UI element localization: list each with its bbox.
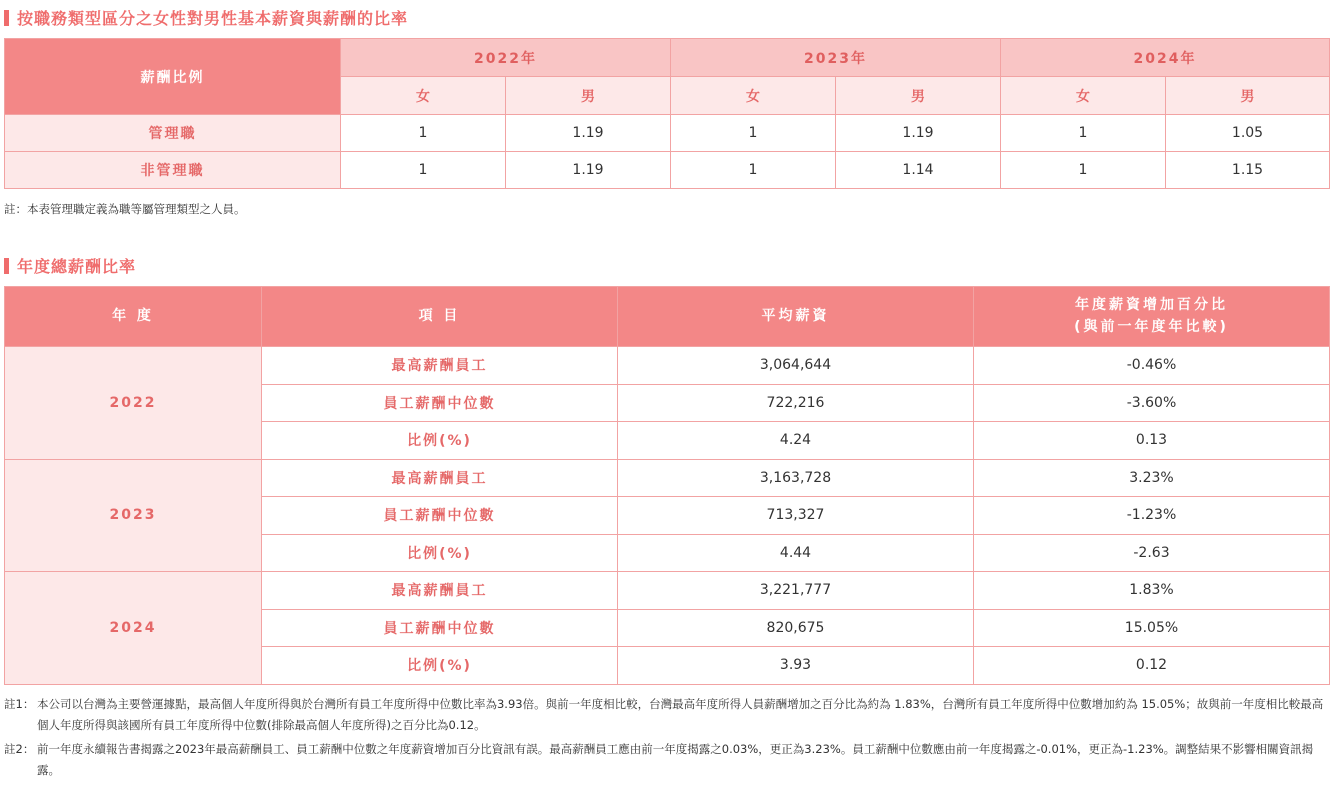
avg-cell: 3,163,728 [618, 459, 974, 497]
section2-title [4, 254, 136, 277]
header-salary-growth-line2: (與前一年度年比較) [1074, 318, 1229, 335]
section1-title-text: 按職務類型區分之女性對男性基本薪資與薪酬的比率 [17, 9, 409, 28]
growth-cell: 3.23% [974, 459, 1330, 497]
header-year-2023: 2023年 [671, 39, 1001, 77]
header-year: 年 度 [5, 287, 262, 347]
growth-cell: 0.12 [974, 647, 1330, 685]
footnote-label: 註1： [4, 697, 35, 711]
header-female: 女 [671, 77, 836, 115]
year-cell-2022: 2022 [5, 347, 262, 460]
gender-pay-ratio-table [4, 38, 1330, 189]
header-average-salary: 平均薪資 [618, 287, 974, 347]
item-cell: 比例(%) [262, 422, 618, 460]
avg-cell: 722,216 [618, 384, 974, 422]
avg-cell: 4.24 [618, 422, 974, 460]
table-cell: 1.05 [1166, 115, 1330, 152]
item-cell: 比例(%) [262, 647, 618, 685]
table-cell: 1 [671, 152, 836, 189]
header-year-2024: 2024年 [1001, 39, 1330, 77]
table-cell: 1.19 [506, 115, 671, 152]
table-cell: 1 [1001, 152, 1166, 189]
table-cell: 1.14 [836, 152, 1001, 189]
table-cell: 1.19 [506, 152, 671, 189]
table1-footnote: 註：本表管理職定義為職等屬管理類型之人員。 [4, 202, 246, 216]
footnote-label: 註2： [4, 741, 35, 756]
table-cell: 1 [341, 152, 506, 189]
year-cell-2024: 2024 [5, 572, 262, 685]
header-year-2022: 2022年 [341, 39, 671, 77]
table-row [5, 152, 1330, 189]
section1-title [4, 6, 408, 29]
growth-cell: -0.46% [974, 347, 1330, 385]
title-marker-bar [4, 258, 9, 274]
header-salary-growth [974, 287, 1330, 347]
table-row [5, 347, 1330, 385]
table-row [5, 115, 1330, 152]
growth-cell: 15.05% [974, 609, 1330, 647]
header-male: 男 [506, 77, 671, 115]
table-cell: 1 [671, 115, 836, 152]
avg-cell: 3.93 [618, 647, 974, 685]
table-row [5, 459, 1330, 497]
row-label-non-management: 非管理職 [5, 152, 341, 189]
item-cell: 員工薪酬中位數 [262, 609, 618, 647]
footnote-1 [4, 694, 1329, 737]
header-female: 女 [341, 77, 506, 115]
avg-cell: 4.44 [618, 534, 974, 572]
year-cell-2023: 2023 [5, 459, 262, 572]
item-cell: 最高薪酬員工 [262, 459, 618, 497]
header-male: 男 [1166, 77, 1330, 115]
header-item: 項 目 [262, 287, 618, 347]
avg-cell: 3,221,777 [618, 572, 974, 610]
item-cell: 最高薪酬員工 [262, 347, 618, 385]
table-cell: 1 [341, 115, 506, 152]
footnote-2 [4, 739, 1329, 782]
table-cell: 1.15 [1166, 152, 1330, 189]
header-female: 女 [1001, 77, 1166, 115]
item-cell: 員工薪酬中位數 [262, 384, 618, 422]
item-cell: 比例(%) [262, 534, 618, 572]
item-cell: 員工薪酬中位數 [262, 497, 618, 535]
growth-cell: -2.63 [974, 534, 1330, 572]
growth-cell: -3.60% [974, 384, 1330, 422]
header-male: 男 [836, 77, 1001, 115]
header-salary-growth-line1: 年度薪資增加百分比 [1075, 296, 1228, 313]
header-pay-ratio: 薪酬比例 [5, 39, 341, 115]
growth-cell: 1.83% [974, 572, 1330, 610]
item-cell: 最高薪酬員工 [262, 572, 618, 610]
table-row [5, 572, 1330, 610]
annual-compensation-ratio-table [4, 286, 1330, 685]
avg-cell: 820,675 [618, 609, 974, 647]
title-marker-bar [4, 10, 9, 26]
table2-footnotes [4, 694, 1329, 783]
footnote-text: 本公司以台灣為主要營運據點，最高個人年度所得與於台灣所有員工年度所得中位數比率為3.93倍。與前一年度相比較，台灣最高年度所得人員薪酬增加之百分比為約為 1.83%，台灣所有員工年度所得中位數增加約為 15.05%；故與前一年度相比較最高個人年度所得與該國所有員工年度所得中位數(排除最高個人年度所得)之百分比為0.12。 [37, 697, 1324, 733]
footnote-text: 前一年度永續報告書揭露之2023年最高薪酬員工、員工薪酬中位數之年度薪資增加百分比資訊有誤。最高薪酬員工應由前一年度揭露之0.03%，更正為3.23%。員工薪酬中位數應由前一年度揭露之-0.01%，更正為-1.23%。調整結果不影響相關資訊揭露。 [37, 741, 1314, 777]
avg-cell: 3,064,644 [618, 347, 974, 385]
growth-cell: 0.13 [974, 422, 1330, 460]
growth-cell: -1.23% [974, 497, 1330, 535]
row-label-management: 管理職 [5, 115, 341, 152]
table-cell: 1.19 [836, 115, 1001, 152]
avg-cell: 713,327 [618, 497, 974, 535]
section2-title-text: 年度總薪酬比率 [17, 257, 137, 276]
table-cell: 1 [1001, 115, 1166, 152]
